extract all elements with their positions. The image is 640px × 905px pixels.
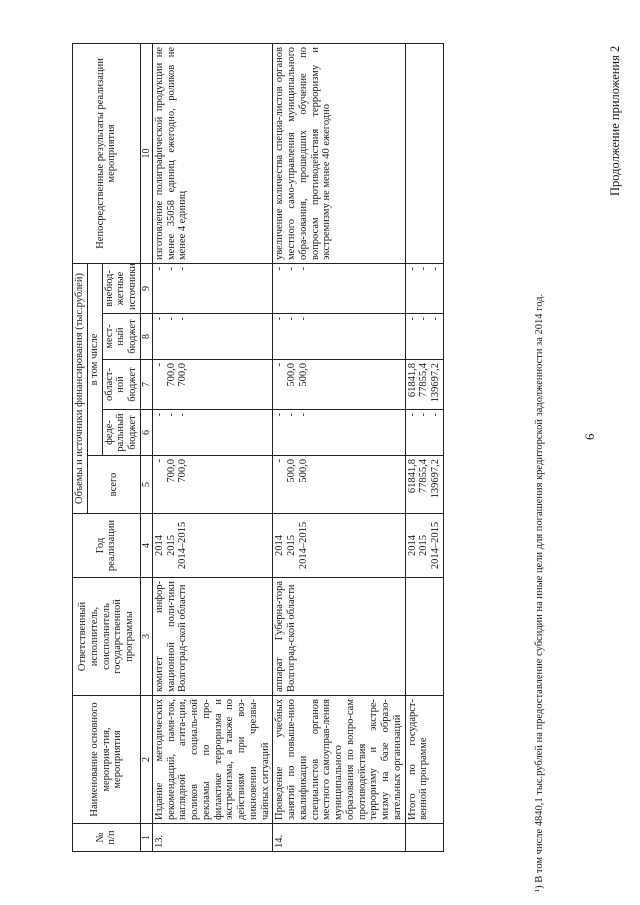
responsible-executor — [405, 578, 443, 696]
footnote: ¹) В том числе 4840,1 тыс.рублей на предоставление субсидии на иные цели для погашения кредиторской задолженности за 2014 год. — [534, 293, 545, 892]
local-budget: - - - — [273, 314, 405, 360]
activity-name: Итого по государст-венной программе — [405, 696, 443, 824]
header-responsible: Ответственный исполнитель, соисполнитель государственной программы — [73, 578, 141, 696]
responsible-executor: аппарат Губерна-тора Волгоград-ской области — [273, 578, 405, 696]
index-cell: 4 — [140, 514, 152, 578]
federal-budget: - - - — [273, 410, 405, 456]
regional-budget: - 500,0 500,0 — [273, 360, 405, 410]
index-cell: 6 — [140, 410, 152, 456]
header-year: Год реализации — [73, 514, 141, 578]
years: 2014 2015 2014–2015 — [405, 514, 443, 578]
activity-result: изготовление полиграфической продукции не менее 35058 единиц ежегодно, роликов не менее 4 единиц — [152, 43, 273, 263]
header-extra: внебюд-жетные источники — [102, 263, 140, 313]
header-regional: област-ной бюджет — [102, 360, 140, 410]
local-budget: - - - — [405, 314, 443, 360]
local-budget: - - - — [152, 314, 273, 360]
table-row — [273, 43, 405, 851]
responsible-executor: комитет инфор-мационной поли-тики Волгоград-ской области — [152, 578, 273, 696]
row-number — [405, 824, 443, 852]
extra-budget: - - - — [273, 263, 405, 313]
index-cell: 3 — [140, 578, 152, 696]
header-federal: феде-ральный бюджет — [102, 410, 140, 456]
index-cell: 5 — [140, 456, 152, 514]
regional-budget: - 700,0 700,0 — [152, 360, 273, 410]
header-result: Непосредственные результаты реализации мероприятия — [73, 43, 141, 263]
extra-budget: - - - — [405, 263, 443, 313]
funding-table — [72, 43, 444, 852]
header-no: № п/п — [73, 824, 141, 852]
activity-result — [405, 43, 443, 263]
header-funding: Объемы и источники финансирования (тыс.рублей) — [73, 263, 88, 513]
activity-result: увеличение количества специа-листов органов местного само-управления муниципального обра-зования, прошедших обучение по вопросам противодействия терроризму и экстремизму не менее 40 ежегодно — [273, 43, 405, 263]
index-cell: 2 — [140, 696, 152, 824]
total-funding: 61841,8 77855,4 139697,2 — [405, 456, 443, 514]
total-row — [405, 43, 443, 851]
activity-name: Издание методических рекомендаций, памя-ток, наглядной агита-ции, роликов социаль-ной рекламы по про-филактике терроризма и экстремизма, а также по действиям при воз-никновении чрезвы-чайных ситуаций — [152, 696, 273, 824]
index-cell: 1 — [140, 824, 152, 852]
page-number: 6 — [582, 433, 597, 440]
appendix-label: Продолжение приложения 2 — [608, 45, 622, 196]
index-cell: 9 — [140, 263, 152, 313]
total-funding: - 700,0 700,0 — [152, 456, 273, 514]
federal-budget: - - - — [152, 410, 273, 456]
activity-name: Проведение учебных занятий по повыше-нию квалификации специалистов органов местного самоуправ-ления муниципального образования по вопро-сам противодействия терроризму и экстре-мизму на базе образо-вательных организаций — [273, 696, 405, 824]
years: 2014 2015 2014–2015 — [152, 514, 273, 578]
header-local: мест-ный бюджет — [102, 314, 140, 360]
table-row — [152, 43, 273, 851]
extra-budget: - - - — [152, 263, 273, 313]
index-cell: 7 — [140, 360, 152, 410]
header-name: Наименование основного мероприя-тия, мероприятия — [73, 696, 141, 824]
federal-budget: - - - — [405, 410, 443, 456]
index-cell: 8 — [140, 314, 152, 360]
header-including: в том числе — [87, 263, 102, 455]
rotated-table-container — [72, 44, 544, 852]
regional-budget: 61841,8 77855,4 139697,2 — [405, 360, 443, 410]
years: 2014 2015 2014–2015 — [273, 514, 405, 578]
row-number: 14. — [273, 824, 405, 852]
row-number: 13. — [152, 824, 273, 852]
total-funding: - 500,0 500,0 — [273, 456, 405, 514]
header-total: всего — [87, 456, 140, 514]
index-cell: 10 — [140, 43, 152, 263]
